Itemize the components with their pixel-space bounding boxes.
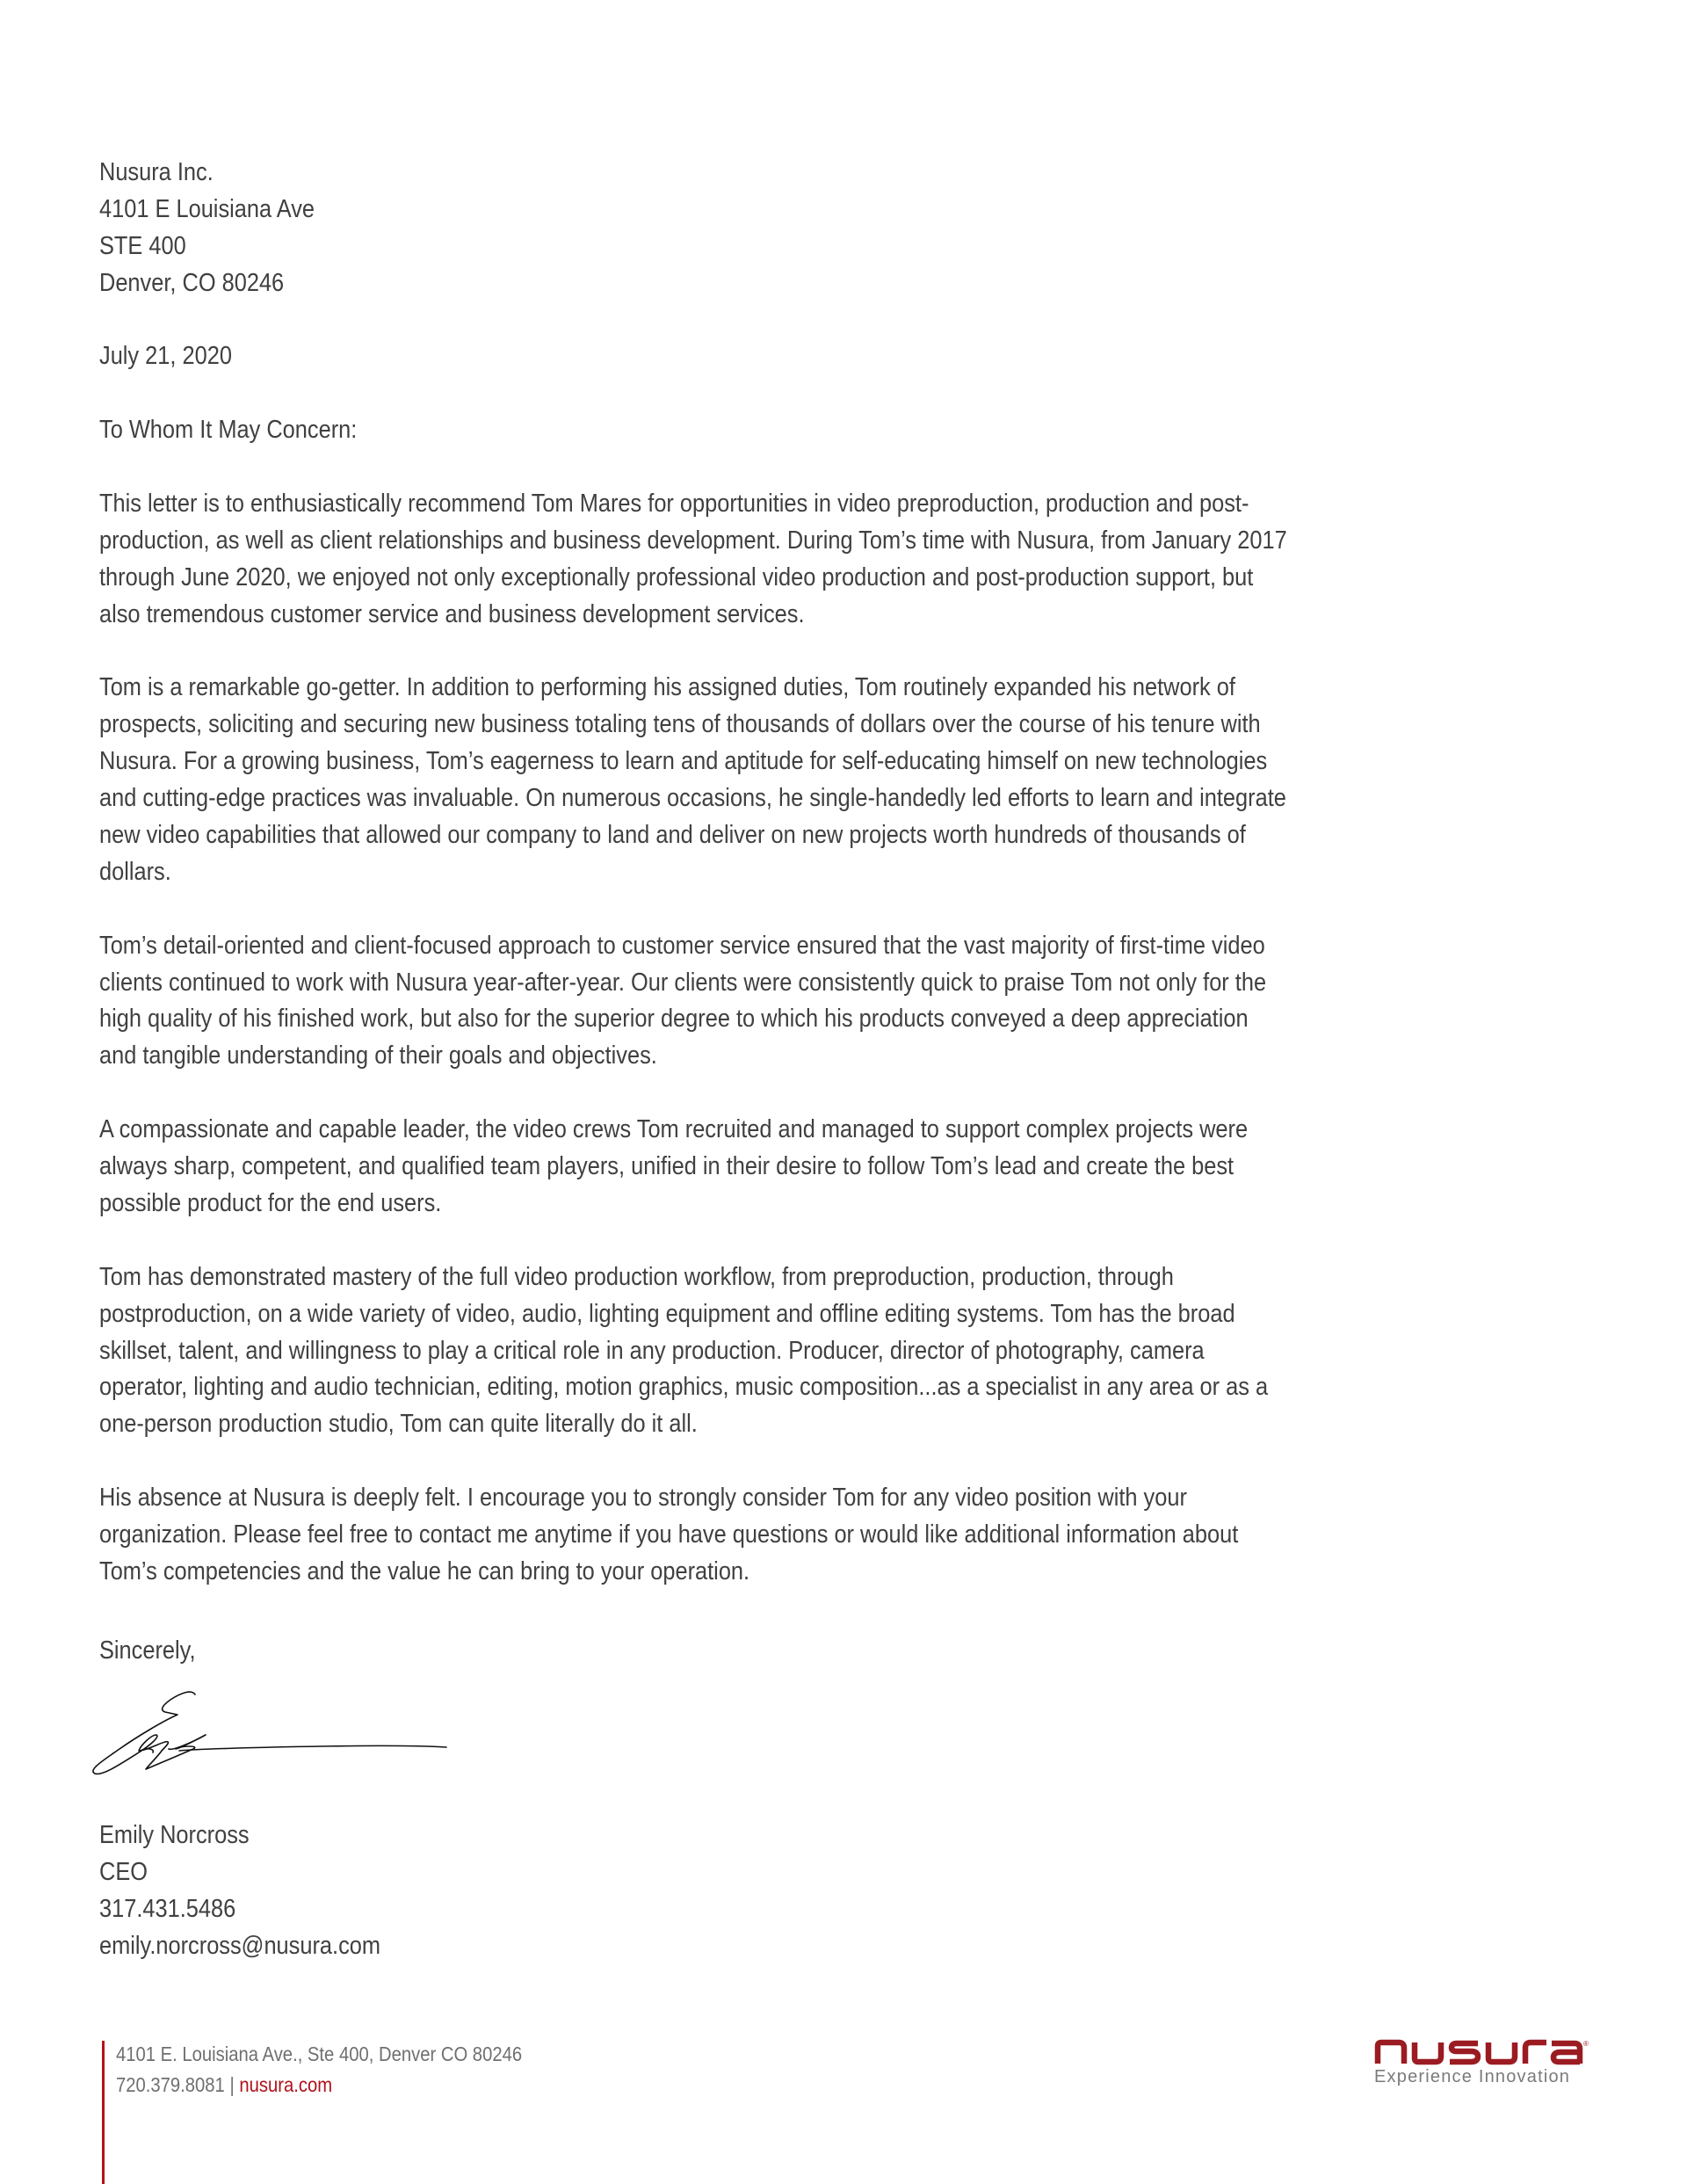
spacer — [99, 1075, 1637, 1112]
paragraph-line: Tom’s detail-oriented and client-focused approach to customer service ensured that the vast majority of first-time video — [99, 931, 1265, 960]
sender-address — [99, 155, 1637, 302]
paragraph-1 — [99, 486, 1637, 634]
paragraph-line: and tangible understanding of their goals and objectives. — [99, 1041, 657, 1070]
address-line: 4101 E Louisiana Ave — [99, 194, 315, 223]
spacer — [99, 449, 1637, 486]
address-line: STE 400 — [99, 231, 186, 260]
paragraph-line: prospects, soliciting and securing new business totaling tens of thousands of dollars over the course of his tenure with — [99, 710, 1261, 739]
footer-website-link[interactable]: nusura.com — [239, 2073, 333, 2096]
paragraph-line: also tremendous customer service and business development services. — [99, 599, 805, 628]
signer-title: CEO — [99, 1857, 148, 1886]
paragraph-line: always sharp, competent, and qualified team players, unified in their desire to follow Tom’s lead and create the best — [99, 1152, 1234, 1181]
paragraph-5 — [99, 1259, 1637, 1443]
paragraph-3 — [99, 928, 1637, 1076]
paragraph-line: one-person production studio, Tom can quite literally do it all. — [99, 1410, 698, 1439]
paragraph-line: through June 2020, we enjoyed not only exceptionally professional video production and post-production support, but — [99, 562, 1254, 591]
spacer — [99, 634, 1637, 671]
address-line: Nusura Inc. — [99, 158, 214, 186]
signer-block — [99, 1818, 380, 1965]
paragraph-line: dollars. — [99, 857, 171, 886]
spacer — [99, 1443, 1637, 1480]
paragraph-line: operator, lighting and audio technician, editing, motion graphics, music composition...as a specialist in any area or as a — [99, 1373, 1269, 1402]
spacer — [99, 302, 1637, 339]
paragraph-line: Tom has demonstrated mastery of the full video production workflow, from preproduction, production, through — [99, 1262, 1174, 1291]
paragraph-line: high quality of his finished work, but also for the superior degree to which his products conveyed a deep appreciation — [99, 1005, 1249, 1034]
paragraph-line: This letter is to enthusiastically recommend Tom Mares for opportunities in video preproduction, production and post- — [99, 490, 1249, 519]
salutation: To Whom It May Concern: — [99, 416, 358, 445]
footer-accent-bar — [102, 2041, 105, 2184]
spacer — [99, 375, 1637, 412]
paragraph-line: Nusura. For a growing business, Tom’s eagerness to learn and aptitude for self-educating himself on new technologies — [99, 747, 1268, 776]
signer-email[interactable]: emily.norcross@nusura.com — [99, 1931, 381, 1960]
paragraph-line: Tom’s competencies and the value he can bring to your operation. — [99, 1556, 750, 1585]
paragraph-line: clients continued to work with Nusura year-after-year. Our clients were consistently quick to praise Tom not only for the — [99, 968, 1267, 997]
logo-tagline: Experience Innovation — [1374, 2067, 1571, 2086]
footer-phone: 720.379.8081 — [116, 2073, 225, 2096]
svg-text:®: ® — [1583, 2040, 1589, 2048]
signer-name: Emily Norcross — [99, 1821, 250, 1849]
paragraph-line: Tom is a remarkable go-getter. In addition to performing his assigned duties, Tom routinely expanded his network of — [99, 673, 1235, 702]
signer-phone: 317.431.5486 — [99, 1894, 236, 1923]
spacer — [99, 1223, 1637, 1259]
paragraph-line: A compassionate and capable leader, the video crews Tom recruited and managed to support complex projects were — [99, 1115, 1249, 1144]
paragraph-line: production, as well as client relationships and business development. During Tom’s time with Nusura, from January 2017 — [99, 526, 1287, 555]
closing: Sincerely, — [99, 1636, 196, 1665]
paragraph-line: postproduction, on a wide variety of video, audio, lighting equipment and offline editing systems. Tom has the broad — [99, 1299, 1235, 1328]
paragraph-line: His absence at Nusura is deeply felt. I encourage you to strongly consider Tom for any video position with your — [99, 1484, 1187, 1513]
paragraph-line: skillset, talent, and willingness to play a critical role in any production. Producer, director of photography, camera — [99, 1336, 1205, 1365]
paragraph-line: new video capabilities that allowed our company to land and deliver on new projects worth hundreds of thousands of — [99, 821, 1246, 850]
paragraph-2 — [99, 670, 1637, 890]
paragraph-line: and cutting-edge practices was invaluable. On numerous occasions, he single-handedly led efforts to learn and integrate — [99, 784, 1286, 813]
footer-address: 4101 E. Louisiana Ave., Ste 400, Denver CO 80246 — [116, 2043, 523, 2065]
paragraph-4 — [99, 1112, 1637, 1223]
address-line: Denver, CO 80246 — [99, 268, 285, 297]
signature-image — [84, 1686, 453, 1782]
footer-contact — [116, 2039, 522, 2101]
letter-date: July 21, 2020 — [99, 342, 232, 371]
letter-body — [99, 155, 1637, 1591]
footer-separator: | — [224, 2073, 240, 2096]
paragraph-6 — [99, 1480, 1637, 1591]
paragraph-line: possible product for the end users. — [99, 1188, 442, 1217]
footer-phone-line — [116, 2070, 522, 2101]
spacer — [99, 891, 1637, 928]
paragraph-line: organization. Please feel free to contact me anytime if you have questions or would like additional information about — [99, 1520, 1239, 1549]
